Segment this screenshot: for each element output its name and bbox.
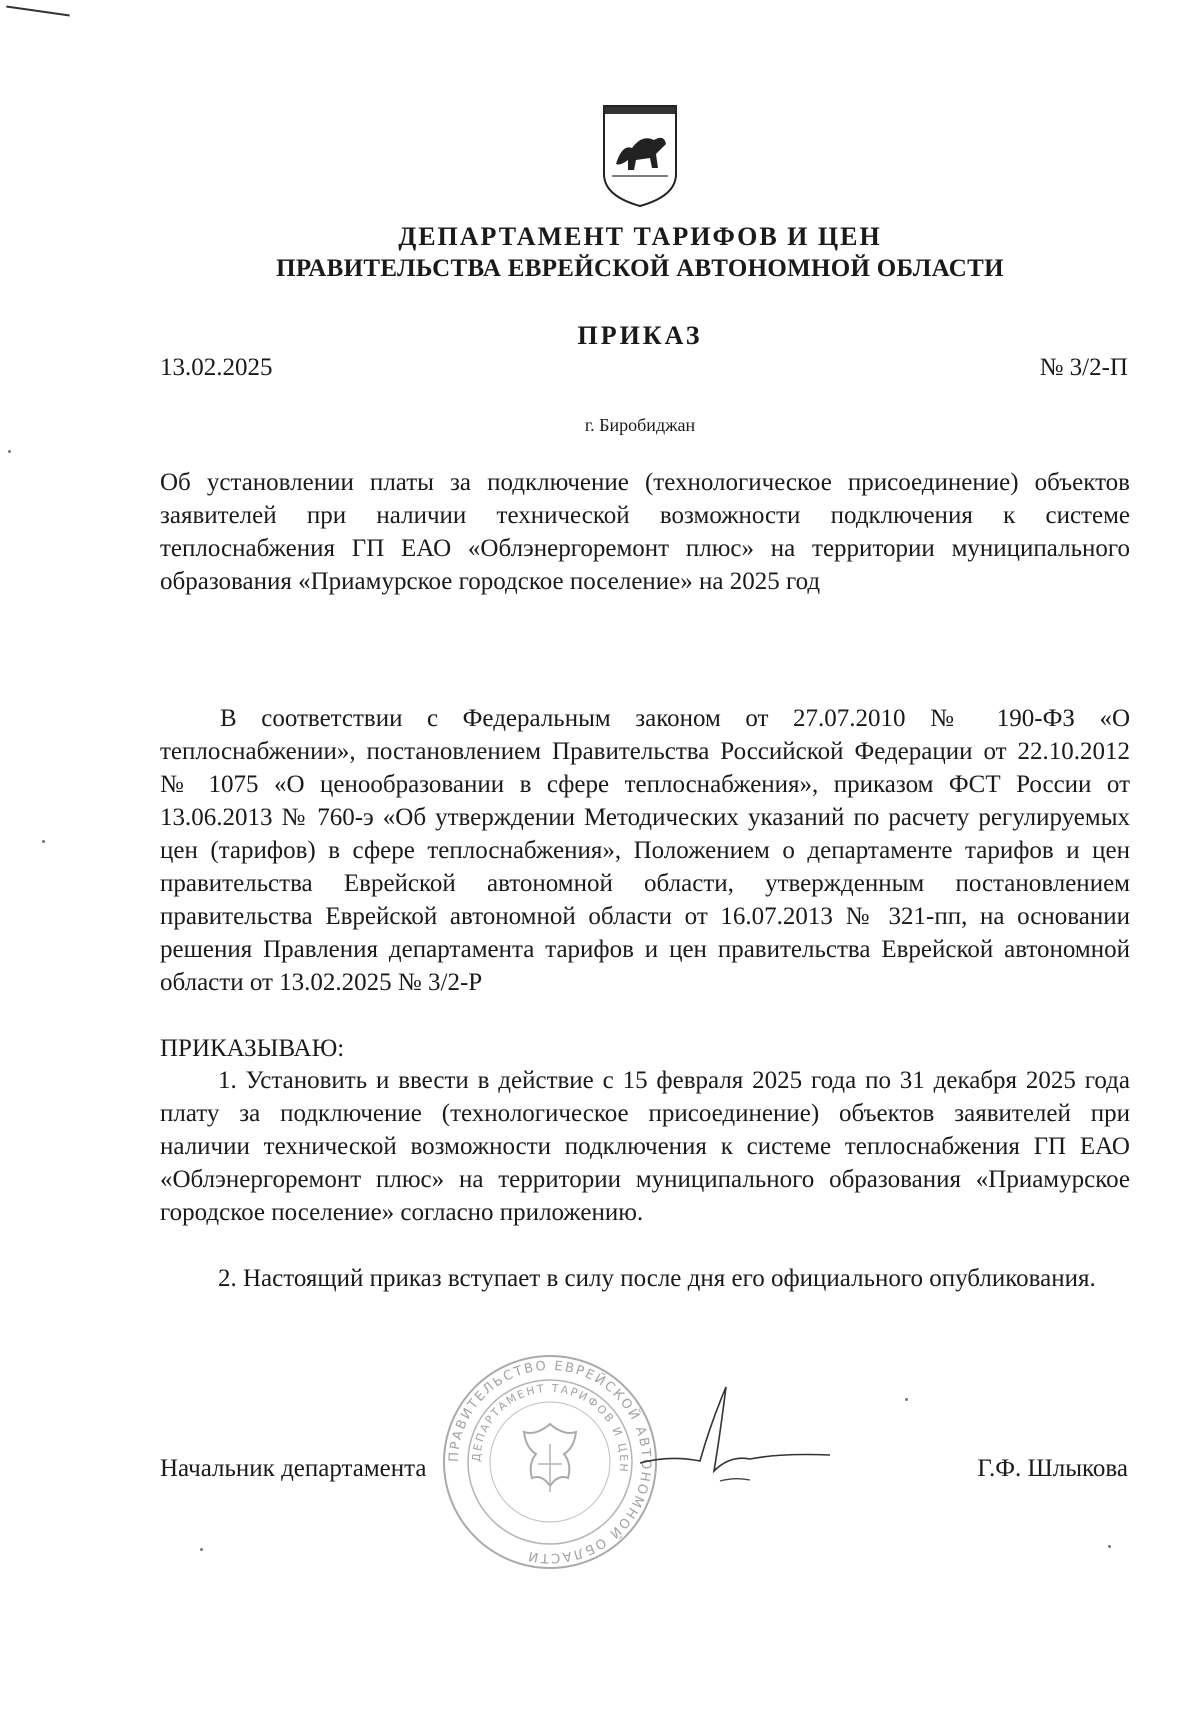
handwritten-signature	[640, 1385, 840, 1495]
scan-artifact	[6, 6, 70, 17]
document-number: № 3/2-П	[1039, 354, 1128, 381]
scan-speck	[905, 1398, 908, 1401]
order-heading: ПРИКАЗЫВАЮ:	[160, 1035, 345, 1062]
department-subtitle: ПРАВИТЕЛЬСТВА ЕВРЕЙСКОЙ АВТОНОМНОЙ ОБЛАСТИ	[276, 255, 1004, 282]
scan-speck	[8, 450, 11, 453]
official-seal-icon	[440, 1352, 660, 1572]
signatory-name: Г.Ф. Шлыкова	[977, 1455, 1128, 1482]
scan-speck	[1108, 1545, 1111, 1548]
order-item-2: 2. Настоящий приказ вступает в силу после дня его официального опубликования.	[218, 1265, 1096, 1292]
document-subject: Об установлении платы за подключение (технологическое присоединение) объектов заявителей при наличии технической возможности подключения к системе теплоснабжения ГП ЕАО «Облэнергоремонт плюс» на территории муниципального образования «Приамурское городское поселение» на 2025 год	[160, 469, 1130, 595]
scan-speck	[200, 1548, 203, 1551]
order-item-1: 1. Установить и ввести в действие с 15 февраля 2025 года по 31 декабря 2025 года плату за подключение (технологическое присоединение) объектов заявителей при наличии технической возможности подключения к системе теплоснабжения ГП ЕАО «Облэнергоремонт плюс» на территории муниципального образования «Приамурское городское поселение» согласно приложению.	[160, 1067, 1130, 1226]
seal-outer-text: ПРАВИТЕЛЬСТВО ЕВРЕЙСКОЙ АВТОНОМНОЙ ОБЛАСТИ	[446, 1358, 654, 1566]
legal-basis-paragraph: В соответствии с Федеральным законом от 27.07.2010 № 190-ФЗ «О теплоснабжении», постановлением Правительства Российской Федерации от 22.10.2012 № 1075 «О ценообразовании в сфере теплоснабжения», приказом ФСТ России от 13.06.2013 № 760-э «Об утверждении Методических указаний по расчету регулируемых цен (тарифов) в сфере теплоснабжения», Положением о департаменте тарифов и цен правительства Еврейской автономной области, утвержденным постановлением правительства Еврейской автономной области от 16.07.2013 № 321-пп, на основании решения Правления департамента тарифов и цен правительства Еврейской автономной области от 13.02.2025 № 3/2-Р	[160, 705, 1130, 996]
seal-inner-text: ДЕПАРТАМЕНТ ТАРИФОВ И ЦЕН	[469, 1381, 631, 1475]
document-type: ПРИКАЗ	[577, 321, 703, 350]
scan-speck	[42, 840, 45, 843]
signatory-position: Начальник департамента	[160, 1455, 427, 1482]
document-date: 13.02.2025	[160, 354, 273, 381]
document-city: г. Биробиджан	[584, 415, 696, 435]
department-title: ДЕПАРТАМЕНТ ТАРИФОВ И ЦЕН	[398, 222, 882, 251]
coat-of-arms-icon	[602, 104, 678, 208]
